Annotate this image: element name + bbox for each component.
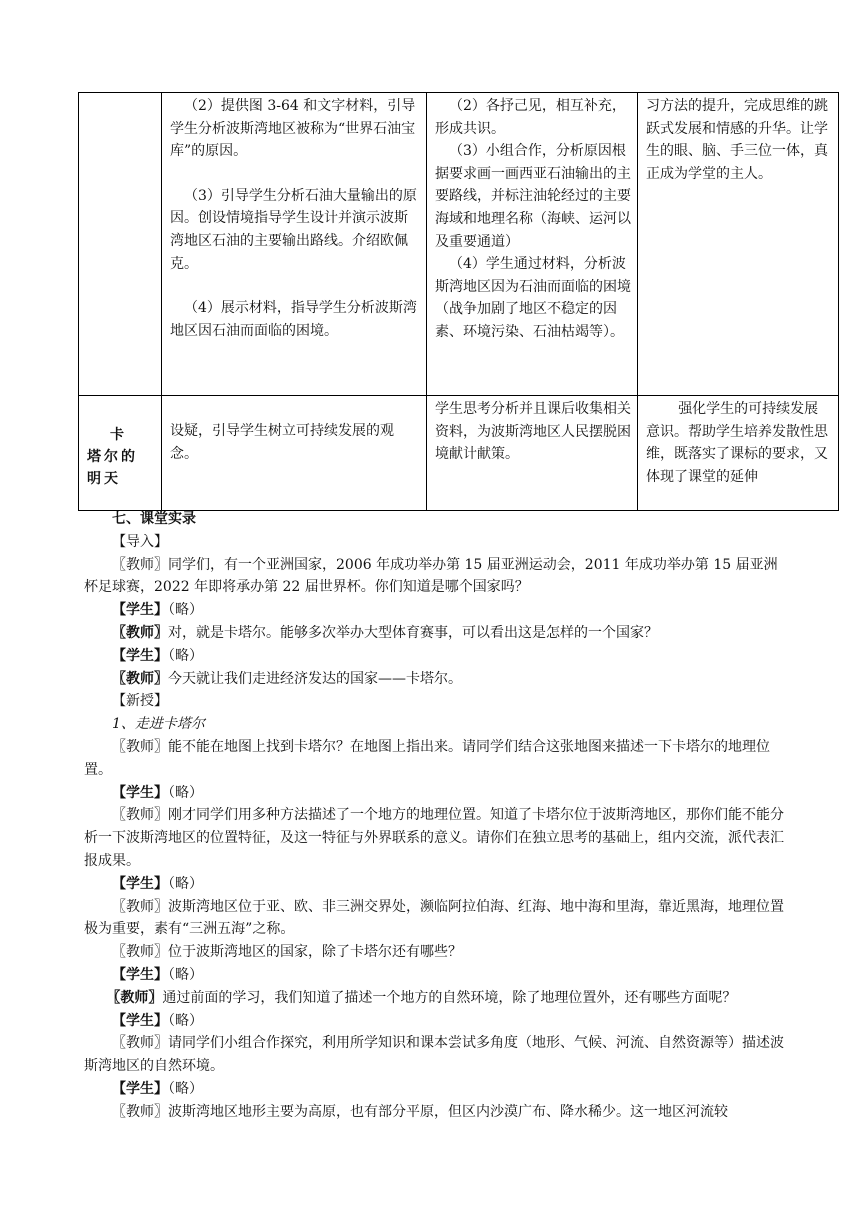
student-tag: 【学生】 (112, 647, 168, 664)
teacher-tag: 〖教师〗 (112, 898, 168, 915)
teacher-speech: 今天就让我们走进经济发达的国家——卡塔尔。 (168, 670, 462, 687)
intro-label: 【导入】 (112, 533, 168, 550)
design-intent-cell (638, 93, 839, 396)
student-tag: 【学生】 (112, 966, 168, 983)
student-activity-text: （4）学生通过材料，分析波斯湾地区因为石油而面临的困境（战争加剧了地区不稳定的因素、环境污染、石油枯竭等）。 (435, 256, 631, 340)
teacher-tag: 〖教师〗 (112, 807, 168, 824)
teacher-activity-cell (162, 93, 427, 396)
omitted-text: （略） (168, 647, 203, 664)
teacher-activity-text: （2）提供图 3-64 和文字材料，引导学生分析波斯湾地区被称为“世界石油宝库”的原因。 (170, 98, 416, 160)
student-activity-text: 学生思考分析并且课后收集相关资料，为波斯湾地区人民摆脱困境献计献策。 (435, 401, 631, 463)
omitted-text: （略） (168, 602, 203, 619)
dialogue-line (84, 987, 784, 1010)
teacher-speech: 刚才同学们用多种方法描述了一个地方的地理位置。知道了卡塔尔位于波斯湾地区，那你们能不能分析一下波斯湾地区的位置特征，及这一特征与外界联系的意义。请你们在独立思考的基础上，组内交流，派代表汇报成果。 (84, 807, 784, 869)
teacher-tag: 〖教师〗 (112, 738, 168, 755)
student-activity-cell (427, 93, 638, 396)
teacher-activity-text: 设疑，引导学生树立可持续发展的观念。 (170, 423, 394, 462)
teacher-tag: 〖教师〗 (112, 1103, 168, 1120)
teacher-activity-cell (162, 396, 427, 511)
dialogue-line (84, 804, 784, 872)
teacher-speech: 波斯湾地区地形主要为高原，也有部分平原，但区内沙漠广布、降水稀少。这一地区河流较 (168, 1103, 728, 1120)
dialogue-line (84, 873, 784, 896)
section-heading: 七、课堂实录 (112, 511, 196, 527)
dialogue-line (84, 599, 784, 622)
dialogue-line (84, 941, 784, 964)
teacher-activity-text: （4）展示材料，指导学生分析波斯湾地区因石油而面临的困境。 (170, 300, 417, 339)
dialogue-line (84, 736, 784, 782)
student-tag: 【学生】 (112, 602, 168, 619)
stage-label: 明天 (87, 471, 121, 487)
lesson-plan-table (78, 92, 839, 511)
stage-cell (79, 396, 162, 511)
stage-label: 卡 (110, 427, 124, 443)
design-intent-text: 强化学生的可持续发展意识。帮助学生培养发散性思维，既落实了课标的要求，又体现了课堂的延伸 (646, 401, 828, 485)
teacher-tag: 〖教师〗 (112, 670, 168, 687)
teacher-tag: 〖教师〗 (112, 944, 168, 961)
student-tag: 【学生】 (112, 784, 168, 801)
omitted-text: （略） (168, 1012, 203, 1029)
dialogue-line (84, 1032, 784, 1078)
teacher-speech: 请同学们小组合作探究，利用所学知识和课本尝试多角度（地形、气候、河流、自然资源等）描述波斯湾地区的自然环境。 (84, 1035, 784, 1075)
teacher-speech: 同学们，有一个亚洲国家，2006 年成功举办第 15 届亚洲运动会，2011 年成功举办第 15 届亚洲杯足球赛，2022 年即将承办第 22 届世界杯。你们知道是哪个国家吗？ (84, 556, 778, 596)
design-intent-text: 习方法的提升，完成思维的跳跃式发展和情感的升华。让学生的眼、脑、手三位一体，真正成为学堂的主人。 (646, 98, 828, 182)
new-lesson-label: 【新授】 (112, 693, 168, 710)
teacher-activity-text: （3）引导学生分析石油大量输出的原因。创设情境指导学生设计并演示波斯湾地区石油的主要输出路线。介绍欧佩克。 (170, 187, 417, 272)
omitted-text: （略） (168, 875, 203, 892)
dialogue-line (84, 1078, 784, 1101)
dialogue-line (84, 554, 784, 600)
student-activity-text: （2）各抒己见，相互补充，形成共识。 (435, 98, 626, 137)
dialogue-line (84, 782, 784, 805)
teacher-speech: 位于波斯湾地区的国家，除了卡塔尔还有哪些？ (168, 944, 462, 961)
stage-label: 塔尔的 (87, 449, 138, 465)
table-row (79, 93, 839, 396)
teacher-tag: 〖教师〗 (112, 1035, 168, 1052)
omitted-text: （略） (168, 784, 203, 801)
design-intent-cell (638, 396, 839, 511)
student-tag: 【学生】 (112, 875, 168, 892)
dialogue-line (84, 668, 784, 691)
teacher-speech: 对，就是卡塔尔。能够多次举办大型体育赛事，可以看出这是怎样的一个国家？ (168, 624, 658, 641)
omitted-text: （略） (168, 1080, 203, 1097)
omitted-text: （略） (168, 966, 203, 983)
teacher-speech: 波斯湾地区位于亚、欧、非三洲交界处，濒临阿拉伯海、红海、地中海和里海，靠近黑海，地理位置极为重要，素有“三洲五海”之称。 (84, 898, 784, 938)
student-tag: 【学生】 (112, 1080, 168, 1097)
teacher-tag: 〖教师〗 (106, 989, 163, 1006)
teacher-tag: 〖教师〗 (112, 556, 168, 573)
subsection-title: 1、走进卡塔尔 (112, 716, 205, 733)
teacher-speech: 通过前面的学习，我们知道了描述一个地方的自然环境，除了地理位置外，还有哪些方面呢？ (162, 989, 737, 1006)
student-activity-text: （3）小组合作，分析原因根据要求画一画西亚石油输出的主要路线，并标注油轮经过的主要海域和地理名称（海峡、运河以及重要通道） (435, 143, 631, 250)
teacher-speech: 能不能在地图上找到卡塔尔？在地图上指出来。请同学们结合这张地图来描述一下卡塔尔的地理位置。 (84, 738, 770, 778)
classroom-record (84, 508, 784, 1124)
dialogue-line (84, 964, 784, 987)
teacher-tag: 〖教师〗 (112, 624, 168, 641)
dialogue-line (84, 1101, 784, 1124)
student-tag: 【学生】 (112, 1012, 168, 1029)
dialogue-line (84, 1010, 784, 1033)
dialogue-line (84, 622, 784, 645)
table-row (79, 396, 839, 511)
dialogue-line (84, 645, 784, 668)
dialogue-line (84, 896, 784, 942)
student-activity-cell (427, 396, 638, 511)
stage-cell (79, 93, 162, 396)
